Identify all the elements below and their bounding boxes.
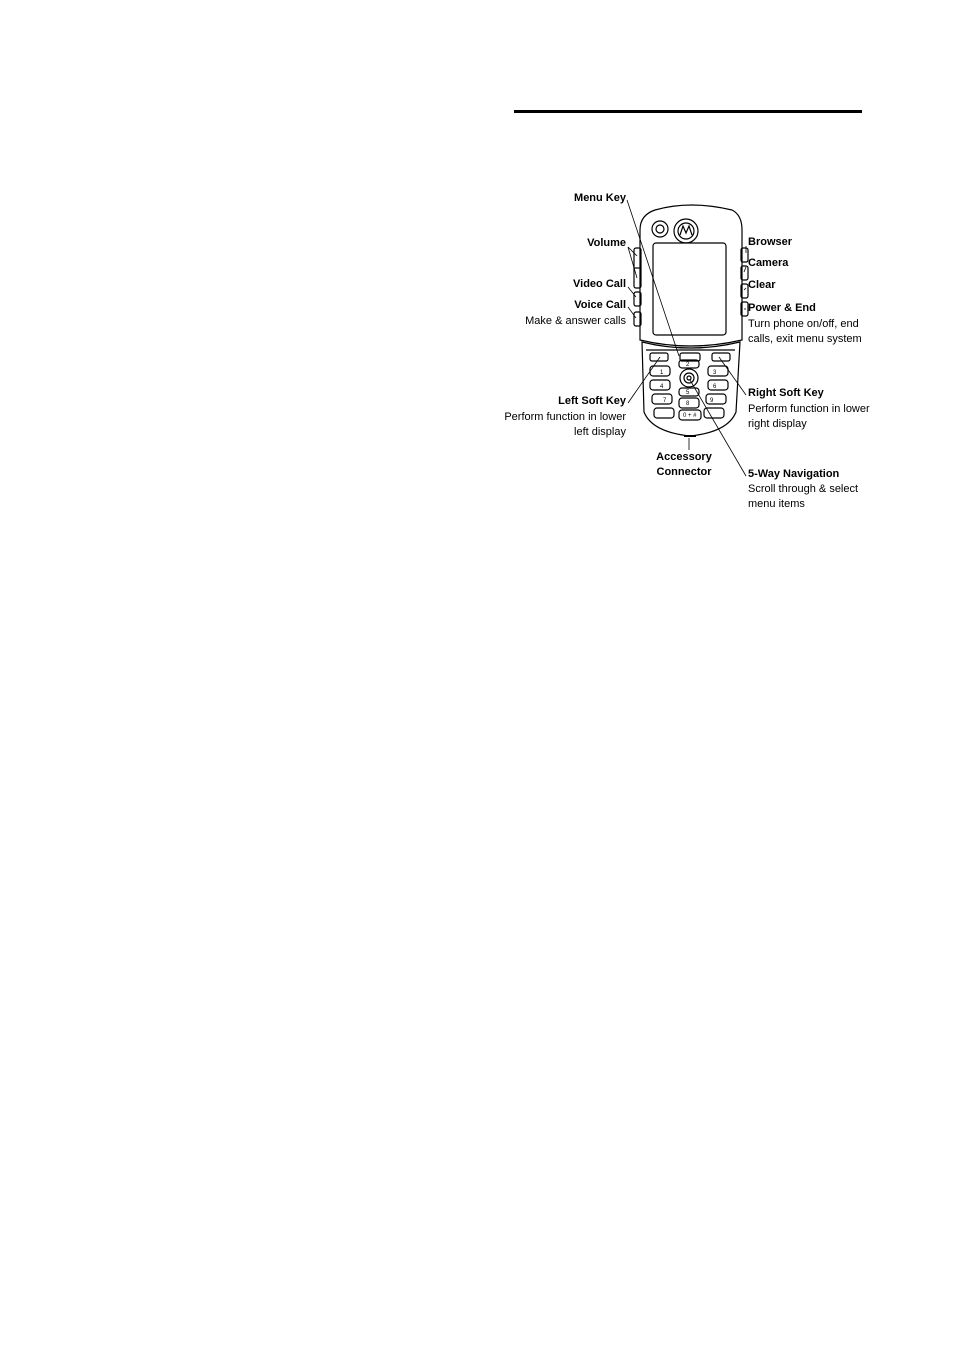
label-accessory-2: Connector [656, 466, 712, 478]
phone-illustration [634, 205, 748, 436]
key-3 [708, 366, 728, 376]
label-nav: 5-Way Navigation [748, 468, 840, 480]
label-clear: Clear [748, 279, 776, 291]
key-5-label: 5 [686, 390, 690, 396]
label-nav-desc1: Scroll through & select [748, 483, 859, 495]
key-6 [708, 380, 728, 390]
label-left-soft-key-desc1: Perform function in lower [504, 411, 626, 423]
label-menu-key: Menu Key [574, 192, 626, 204]
key-8-label: 8 [686, 401, 690, 407]
key-0-label: 0 + # [683, 413, 697, 419]
label-power-end-desc2: calls, exit menu system [748, 333, 862, 345]
key-7-label: 7 [663, 398, 667, 404]
label-voice-call: Voice Call [574, 299, 626, 311]
key-9-label: 9 [710, 398, 714, 404]
label-right-soft-key-desc1: Perform function in lower [748, 403, 870, 415]
key-9 [706, 394, 726, 404]
key-7 [652, 394, 672, 404]
key-star [654, 408, 674, 418]
key-2-label: 2 [686, 362, 690, 368]
label-right-soft-key: Right Soft Key [748, 387, 824, 399]
key-3-label: 3 [713, 370, 717, 376]
label-nav-desc2: menu items [748, 498, 805, 510]
label-right-soft-key-desc2: right display [748, 418, 807, 430]
phone-lower-body [642, 342, 740, 436]
label-browser: Browser [748, 236, 793, 248]
label-accessory-1: Accessory [656, 451, 712, 463]
camera-lens-icon [652, 221, 668, 237]
leader-lines [627, 200, 746, 476]
key-4-label: 4 [660, 384, 664, 390]
label-volume: Volume [587, 237, 626, 249]
label-voice-call-desc: Make & answer calls [525, 315, 626, 327]
label-power-end: Power & End [748, 302, 816, 314]
label-power-end-desc1: Turn phone on/off, end [748, 318, 859, 330]
five-way-nav-icon [680, 369, 698, 387]
key-1-label: 1 [660, 370, 664, 376]
phone-upper-body [640, 205, 742, 346]
label-left-soft-key-desc2: left display [574, 426, 626, 438]
display-screen [653, 243, 726, 335]
label-video-call: Video Call [573, 278, 626, 290]
left-soft-key [650, 353, 668, 361]
phone-diagram [0, 0, 954, 600]
key-6-label: 6 [713, 384, 717, 390]
label-left-soft-key: Left Soft Key [558, 395, 626, 407]
label-camera: Camera [748, 257, 789, 269]
